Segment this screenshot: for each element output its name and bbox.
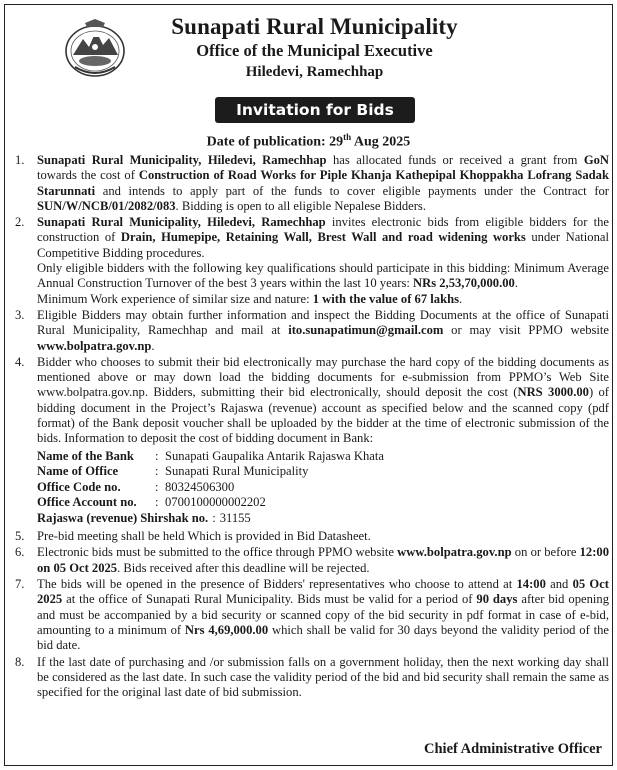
clause-text: The bids will be opened in the presence of Bidders' representatives who choose to attend at: [37, 577, 517, 592]
bank-detail-value: Sunapati Gaupalika Antarik Rajaswa Khata: [165, 448, 384, 463]
pubdate-suffix: Aug 2025: [351, 134, 411, 150]
clause-text: and intends to apply part of the funds to cover eligible payments under the Contract for: [95, 183, 609, 198]
bank-detail-row: [37, 511, 609, 527]
clause-4: [15, 355, 609, 447]
bank-detail-colon: :: [212, 510, 216, 525]
clause-text: which shall be valid for 30 days beyond the validity period of the bid date.: [37, 622, 609, 653]
bank-detail-value: Sunapati Rural Municipality: [165, 464, 309, 479]
clause-text: Electronic bids must be submitted to the office through PPMO website: [37, 545, 398, 560]
opening-time: 14:00: [516, 577, 546, 592]
bank-detail-row: [37, 449, 609, 465]
bank-details: [37, 449, 609, 527]
bank-detail-value: 31155: [219, 510, 251, 525]
ppmo-website: www.bolpatra.gov.np: [37, 338, 152, 353]
bank-detail-colon: :: [155, 479, 159, 494]
clause-text: GoN: [583, 153, 609, 167]
notice-header: [5, 5, 612, 89]
clause-text: Sunapati Rural Municipality, Hiledevi, Ramechhap: [37, 215, 326, 230]
clause-number: 1.: [15, 153, 25, 167]
clause-text: If the last date of purchasing and /or submission falls on a government holiday, then the next working day shall be considered as the last date. In such case the validity period of the bid and bid security shall remain the same as specified for the original last date of bid submission.: [37, 654, 609, 700]
clause-number: 8.: [15, 654, 25, 669]
works-description: Drain, Humepipe, Retaining Wall, Brest Wall and road widening works: [120, 230, 526, 245]
clause-text: .: [151, 338, 155, 353]
ppmo-website: www.bolpatra.gov.np: [397, 545, 512, 560]
pubdate-prefix: Date of publication: 29: [206, 134, 344, 150]
signatory-title: Chief Administrative Officer: [424, 741, 602, 757]
clause-text: and: [545, 577, 573, 592]
bank-detail-label: Rajaswa (revenue) Shirshak no.: [37, 510, 209, 525]
clause-number: 6.: [15, 545, 25, 560]
bank-detail-label: Office Account no.: [37, 495, 137, 510]
clause-text: towards the cost of: [37, 168, 139, 183]
pubdate-sup: th: [343, 132, 352, 142]
clause-text: Only eligible bidders with the following key qualifications should participate in this bidding: Minimum Average Annual Construction Turnover of the best 3 years within the last 10 years:: [37, 261, 609, 291]
contact-email: ito.sunapatimun@gmail.com: [288, 323, 444, 338]
office-address: Hiledevi, Ramechhap: [245, 64, 384, 80]
clause-text: invites electronic bids from eligible bidders for the construction of: [37, 215, 609, 245]
project-name: Construction of Road Works for Piple Khanja Kathepipal Khoppakha Lofrang Sadak Starunnati: [37, 168, 609, 198]
experience-requirement: 1 with the value of 67 lakhs: [312, 291, 459, 306]
clause-number: 2.: [15, 215, 25, 230]
bank-detail-colon: :: [155, 448, 159, 463]
bank-detail-value: 80324506300: [165, 479, 235, 494]
bank-detail-label: Office Code no.: [37, 479, 121, 494]
clause-text: after bid opening and must be accompanied by a bid security or scanned copy of the bid security in pdf format in case of e-bid, amounting to a minimum of: [37, 592, 609, 637]
clause-text: under National Competitive Bidding procedures.: [37, 230, 609, 260]
clause-8: [15, 655, 609, 701]
organization-name: Sunapati Rural Municipality: [171, 14, 458, 39]
clause-text: . Bids received after this deadline will be rejected.: [117, 560, 370, 575]
turnover-amount: NRs 2,53,70,000.00: [413, 276, 515, 291]
clause-number: 7.: [15, 577, 25, 592]
clause-7: [15, 577, 609, 653]
clause-text: Eligible Bidders may obtain further information and inspect the Bidding Documents at the office of Sunapati Rural Municipality, Ramechhap and mail at: [37, 307, 609, 338]
bank-detail-row: [37, 464, 609, 480]
clause-text: ) of bidding document in the Project’s Rajaswa (revenue) account as specified below and the scanned copy (pdf format) of the Bank deposit voucher shall be uploaded by the bidder at the time of electronic submission of the bids. Information to deposit the cost of bidding document in Bank:: [37, 385, 609, 446]
bid-notice: [4, 4, 613, 766]
clause-number: 5.: [15, 529, 25, 544]
office-name: Office of the Municipal Executive: [196, 41, 433, 60]
clause-text: . Bidding is open to all eligible Nepalese Bidders.: [175, 198, 426, 213]
clause-text: or may visit PPMO website: [443, 323, 609, 338]
bank-detail-row: [37, 480, 609, 496]
clause-text: Sunapati Rural Municipality, Hiledevi, Ramechhap: [37, 153, 327, 167]
bank-detail-label: Name of Office: [37, 464, 119, 479]
clause-3: [15, 308, 609, 354]
notice-title-banner: Invitation for Bids: [215, 97, 415, 123]
clause-text: Bidder who chooses to submit their bid electronically may purchase the hard copy of the bidding documents as mentioned above or may down load the bidding documents for e-submission from PPMO’s Web Site www.bolpatra.gov.np. Bidders, submitting their bid electronically, should deposit the cost (: [37, 354, 609, 400]
bank-detail-colon: :: [155, 495, 159, 510]
bank-detail-row: [37, 495, 609, 511]
opening-date: 05 Oct 2025: [37, 577, 610, 607]
bid-security-amount: Nrs 4,69,000.00: [184, 622, 269, 637]
clause-text: at the office of Sunapati Rural Municipality. Bids must be valid for a period of: [62, 592, 477, 607]
clause-2: [15, 215, 609, 307]
validity-period: 90 days: [476, 592, 518, 607]
clause-6: [15, 545, 609, 576]
clause-text: .: [514, 276, 518, 291]
clause-number: 4.: [15, 354, 25, 369]
bank-detail-value: 0700100000002202: [165, 495, 266, 510]
notice-body: [15, 153, 609, 701]
bank-detail-label: Name of the Bank: [37, 448, 134, 463]
clause-text: Pre-bid meeting shall be held Which is provided in Bid Datasheet.: [37, 529, 371, 544]
clause-text: on or before: [511, 545, 580, 560]
clause-number: 3.: [15, 307, 25, 322]
clause-1: [15, 153, 609, 214]
publication-date: [5, 132, 612, 151]
clause-text: has allocated funds or received a grant from: [326, 153, 584, 167]
bank-detail-colon: :: [155, 464, 159, 479]
submission-deadline: 12:00 on 05 Oct 2025: [37, 545, 609, 575]
clause-text: .: [458, 291, 463, 306]
document-cost: NRS 3000.00: [517, 385, 589, 400]
contract-number: SUN/W/NCB/01/2082/083: [37, 198, 176, 213]
clause-text: Minimum Work experience of similar size and nature:: [37, 291, 313, 306]
clause-5: [15, 529, 609, 544]
